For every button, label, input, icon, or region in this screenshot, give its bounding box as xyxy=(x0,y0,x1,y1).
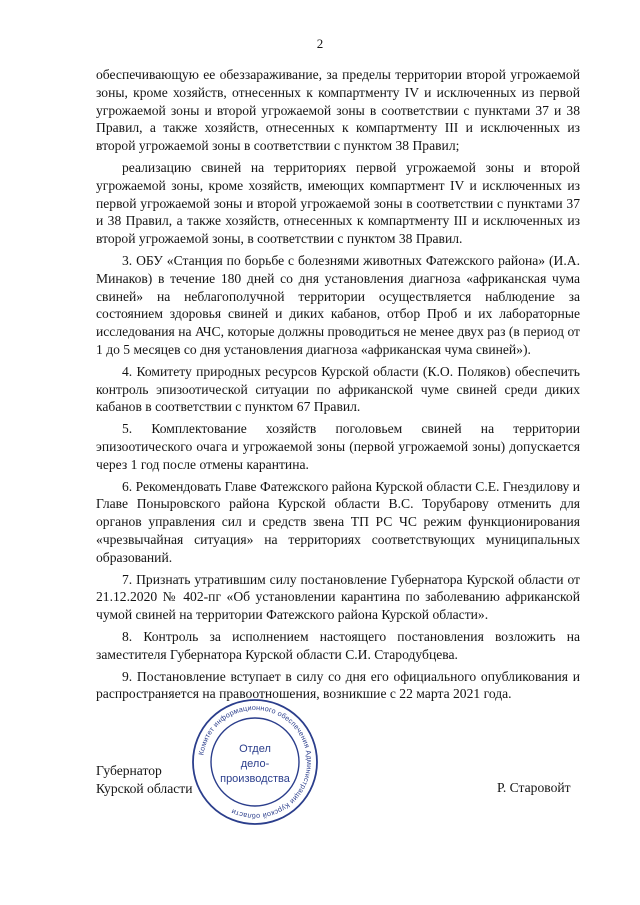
stamp-center-line: Отдел xyxy=(239,743,271,755)
stamp-ring-text: Комитет информационного обеспечения Администрации Курской области xyxy=(196,702,315,822)
paragraph: 3. ОБУ «Станция по борьбе с болезнями животных Фатежского района» (И.А. Минаков) в течение 180 дней со дня установления диагноза «африканская чума свиней» на неблагополучной территории осуществляется наблюдение за состоянием здоровья свиней и диких кабанов, отбор Проб и их лабораторные исследования на АЧС, которые должны проводиться не менее двух раз (в период от 1 до 5 месяцев со дня установления диагноза «африканская чума свиней»). xyxy=(96,252,580,357)
paragraph: 9. Постановление вступает в силу со дня его официального опубликования и распространяется на правоотношения, возникшие с 22 марта 2021 года. xyxy=(96,668,580,702)
stamp-center-line: производства xyxy=(220,773,290,785)
paragraph: 5. Комплектование хозяйств поголовьем свиней на территории эпизоотического очага и угрожаемой зоны (первой угрожаемой зоны) допускается через 1 год после отмены карантина. xyxy=(96,421,580,472)
signatory-title xyxy=(96,762,193,798)
document-body xyxy=(96,66,580,707)
paragraph: 8. Контроль за исполнением настоящего постановления возложить на заместителя Губернатора Курской области С.И. Стародубцева. xyxy=(96,628,580,662)
signatory-name: Р. Старовойт xyxy=(497,780,571,795)
signatory-title-line: Губернатор xyxy=(96,763,162,778)
paragraph: 7. Признать утратившим силу постановление Губернатора Курской области от 21.12.2020 № 402-пг «Об установлении карантина по заболеванию африканской чумой свиней на территории Фатежского района Курской области». xyxy=(96,571,580,623)
office-stamp xyxy=(190,697,320,827)
paragraph: обеспечивающую ее обеззараживание, за пределы территории второй угрожаемой зоны, кроме хозяйств, отнесенных к компартменту IV и исключенных из первой угрожаемой зоны и второй угрожаемой зоны в соответствии с пунктами 37 и 38 Правил, а также хозяйств, отнесенных к компартменту III и исключенных из второй угрожаемой зоны в соответствии с пунктом 38 Правил; xyxy=(96,67,580,154)
signatory-title-line: Курской области xyxy=(96,781,193,796)
paragraph: реализацию свиней на территориях первой угрожаемой зоны и второй угрожаемой зоны, кроме хозяйств, имеющих компартмент IV и исключенных из первой угрожаемой зоны и второй угрожаемой зоны в соответствии с пунктами 37 и 38 Правил, а также хозяйств, отнесенных к компартменту III и исключенных из второй угрожаемой зоны, в соответствии с пунктом 38 Правил. xyxy=(96,159,580,247)
stamp-center-line: дело- xyxy=(240,758,270,770)
paragraph: 6. Рекомендовать Главе Фатежского района Курской области С.Е. Гнездилову и Главе Поныровского района Курской области В.С. Торубарову отменить для органов управления сил и средств звена ТП РС ЧС режим функционирования «чрезвычайная ситуация» на территориях соответствующих муниципальных образований. xyxy=(96,478,580,565)
page-number: 2 xyxy=(316,36,324,51)
paragraph: 4. Комитету природных ресурсов Курской области (К.О. Поляков) обеспечить контроль эпизоотической ситуации по африканской чуме свиней среди диких кабанов в соответствии с пунктом 67 Правил. xyxy=(96,363,580,415)
